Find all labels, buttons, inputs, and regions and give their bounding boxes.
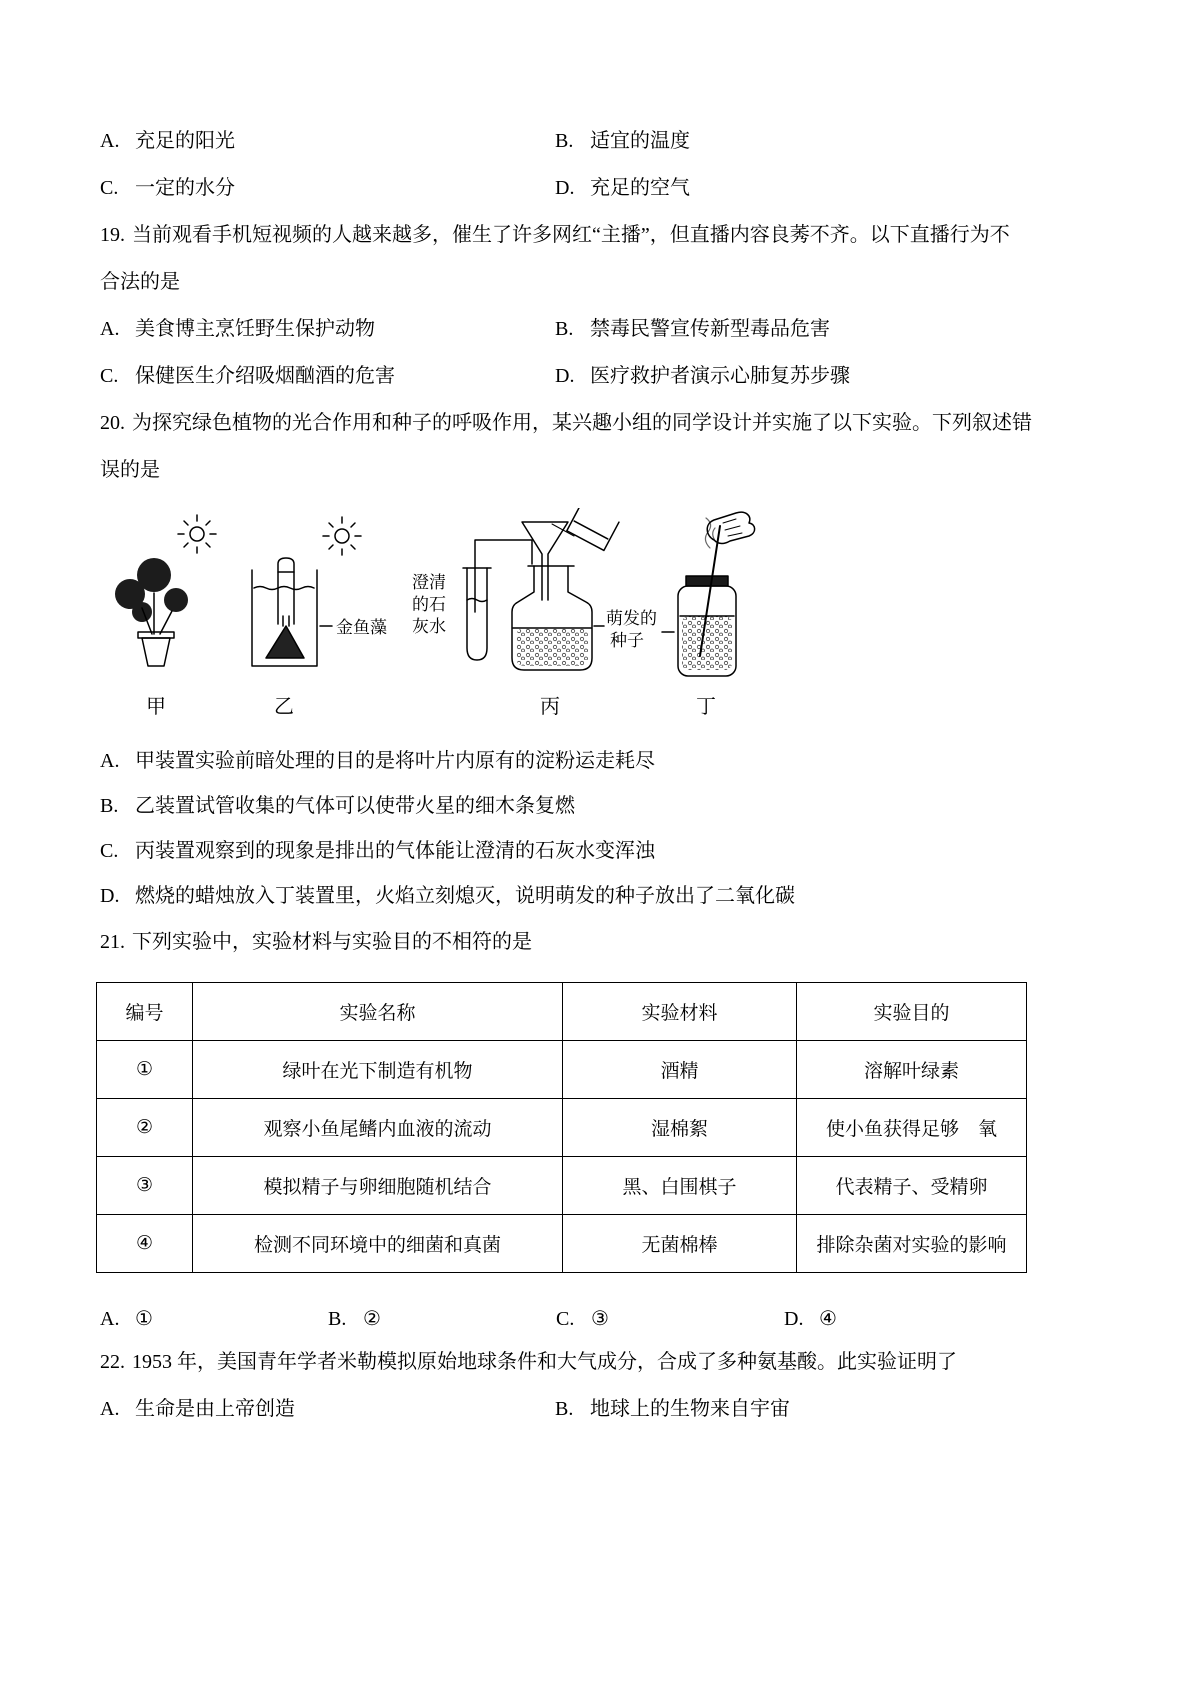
q19-option-a — [100, 306, 555, 353]
table-cell: ① — [97, 1041, 193, 1099]
option-label: C. — [100, 365, 119, 387]
q21-stem — [100, 919, 1110, 966]
q22-option-a — [100, 1386, 555, 1433]
apparatus-yi-beaker — [252, 517, 361, 666]
option-text: 美食博主烹饪野生保护动物 — [135, 318, 375, 340]
q20-figure — [102, 508, 1110, 729]
q20-option-a — [100, 739, 1110, 784]
table-cell: ③ — [97, 1157, 193, 1215]
q22-options-row-1 — [100, 1386, 1110, 1433]
option-label: A. — [100, 1398, 120, 1420]
table-row — [97, 1157, 1027, 1215]
label-yi: 乙 — [274, 696, 294, 718]
table-header-cell: 编号 — [97, 983, 193, 1041]
q18-option-c — [100, 165, 555, 212]
table-header-row — [97, 983, 1027, 1041]
q21-table — [96, 982, 1027, 1273]
q22-stem — [100, 1339, 1110, 1386]
sun-icon — [178, 515, 216, 553]
label-limewater-3: 灰水 — [412, 617, 446, 636]
question-stem: 误的是 — [100, 459, 160, 481]
label-limewater-1: 澄清 — [412, 573, 446, 592]
q20-stem-line1 — [100, 400, 1110, 447]
option-label: C. — [100, 177, 119, 199]
option-label: B. — [555, 1398, 574, 1420]
option-label: D. — [100, 885, 120, 907]
label-jinyuzao: 金鱼藻 — [336, 618, 387, 637]
table-row — [97, 1099, 1027, 1157]
option-text: 燃烧的蜡烛放入丁装置里，火焰立刻熄灭，说明萌发的种子放出了二氧化碳 — [135, 885, 795, 907]
question-stem: 当前观看手机短视频的人越来越多，催生了许多网红“主播”，但直播内容良莠不齐。以下直播行为不 — [132, 224, 1010, 246]
option-label: B. — [555, 318, 574, 340]
option-label: B. — [328, 1308, 347, 1330]
q18-option-d — [555, 165, 690, 212]
q21-options-row — [100, 1299, 1110, 1339]
table-cell: 排除杂菌对实验的影响 — [797, 1215, 1027, 1273]
q18-option-b — [555, 118, 690, 165]
q20-option-b — [100, 784, 1110, 829]
q20-stem-line2 — [100, 447, 1110, 494]
option-label: D. — [555, 177, 575, 199]
q19-option-c — [100, 353, 555, 400]
table-cell: ④ — [97, 1215, 193, 1273]
option-text: 一定的水分 — [135, 177, 235, 199]
label-bing: 丙 — [540, 696, 560, 718]
question-stem: 合法的是 — [100, 271, 180, 293]
q20-option-c — [100, 829, 1110, 874]
label-jia: 甲 — [146, 696, 166, 718]
table-cell: 使小鱼获得足够 氧 — [797, 1099, 1027, 1157]
option-text: 丙装置观察到的现象是排出的气体能让澄清的石灰水变浑浊 — [135, 840, 655, 862]
option-text: 保健医生介绍吸烟酗酒的危害 — [135, 365, 395, 387]
question-number: 20. — [100, 412, 125, 434]
table-row — [97, 1041, 1027, 1099]
q21-option-c — [556, 1299, 784, 1339]
apparatus-ding-jar — [678, 512, 755, 676]
table-header-cell: 实验名称 — [193, 983, 563, 1041]
q21-option-a — [100, 1299, 328, 1339]
label-seeds-1: 萌发的 — [606, 609, 657, 628]
table-row — [97, 1215, 1027, 1273]
option-text: ① — [135, 1308, 153, 1330]
option-text: 医疗救护者演示心肺复苏步骤 — [590, 365, 850, 387]
q18-option-a — [100, 118, 555, 165]
option-label: A. — [100, 750, 120, 772]
option-label: A. — [100, 130, 120, 152]
label-ding: 丁 — [696, 696, 716, 718]
table-cell: 检测不同环境中的细菌和真菌 — [193, 1215, 563, 1273]
option-text: 地球上的生物来自宇宙 — [590, 1398, 790, 1420]
question-stem: 下列实验中，实验材料与实验目的不相符的是 — [132, 931, 532, 953]
option-label: C. — [556, 1308, 575, 1330]
sun-icon — [323, 517, 361, 555]
apparatus-figure — [102, 508, 762, 723]
option-text: 充足的阳光 — [135, 130, 235, 152]
question-number: 21. — [100, 931, 125, 953]
option-text: 适宜的温度 — [590, 130, 690, 152]
q21-option-d — [784, 1299, 1012, 1339]
option-text: 甲装置实验前暗处理的目的是将叶片内原有的淀粉运走耗尽 — [135, 750, 655, 772]
table-header-cell: 实验目的 — [797, 983, 1027, 1041]
option-label: D. — [784, 1308, 804, 1330]
question-stem: 为探究绿色植物的光合作用和种子的呼吸作用，某兴趣小组的同学设计并实施了以下实验。下列叙述错 — [132, 412, 1032, 434]
label-limewater-2: 的石 — [412, 595, 446, 614]
option-label: B. — [100, 795, 119, 817]
q19-option-b — [555, 306, 830, 353]
label-seeds-2: 种子 — [610, 631, 644, 650]
q19-option-d — [555, 353, 850, 400]
option-text: ② — [363, 1308, 381, 1330]
q18-options-row-2 — [100, 165, 1110, 212]
table-cell: 观察小鱼尾鳍内血液的流动 — [193, 1099, 563, 1157]
option-label: A. — [100, 1308, 120, 1330]
option-text: 禁毒民警宣传新型毒品危害 — [590, 318, 830, 340]
option-label: C. — [100, 840, 119, 862]
q18-options-row-1 — [100, 118, 1110, 165]
q19-stem-line1 — [100, 212, 1110, 259]
apparatus-bing-flask — [463, 508, 619, 670]
table-cell: 溶解叶绿素 — [797, 1041, 1027, 1099]
option-text: ③ — [591, 1308, 609, 1330]
table-cell: 模拟精子与卵细胞随机结合 — [193, 1157, 563, 1215]
table-cell: 黑、白围棋子 — [563, 1157, 797, 1215]
table-cell: 代表精子、受精卵 — [797, 1157, 1027, 1215]
table-cell: ② — [97, 1099, 193, 1157]
table-cell: 绿叶在光下制造有机物 — [193, 1041, 563, 1099]
pouring-beaker — [567, 508, 619, 550]
q19-options-row-2 — [100, 353, 1110, 400]
table-cell: 无菌棉棒 — [563, 1215, 797, 1273]
q21-option-b — [328, 1299, 556, 1339]
exam-content — [100, 118, 1110, 1433]
table-cell: 湿棉絮 — [563, 1099, 797, 1157]
question-stem: 1953 年，美国青年学者米勒模拟原始地球条件和大气成分，合成了多种氨基酸。此实验证明了 — [132, 1351, 957, 1373]
option-text: 乙装置试管收集的气体可以使带火星的细木条复燃 — [135, 795, 575, 817]
table-cell: 酒精 — [563, 1041, 797, 1099]
table-header-cell: 实验材料 — [563, 983, 797, 1041]
q19-stem-line2 — [100, 259, 1110, 306]
option-text: 充足的空气 — [590, 177, 690, 199]
question-number: 22. — [100, 1351, 125, 1373]
q19-options-row-1 — [100, 306, 1110, 353]
option-text: ④ — [819, 1308, 837, 1330]
option-label: D. — [555, 365, 575, 387]
option-label: B. — [555, 130, 574, 152]
q20-option-d — [100, 874, 1110, 919]
question-number: 19. — [100, 224, 125, 246]
apparatus-jia-plant — [115, 515, 216, 666]
option-label: A. — [100, 318, 120, 340]
option-text: 生命是由上帝创造 — [135, 1398, 295, 1420]
q22-option-b — [555, 1386, 790, 1433]
